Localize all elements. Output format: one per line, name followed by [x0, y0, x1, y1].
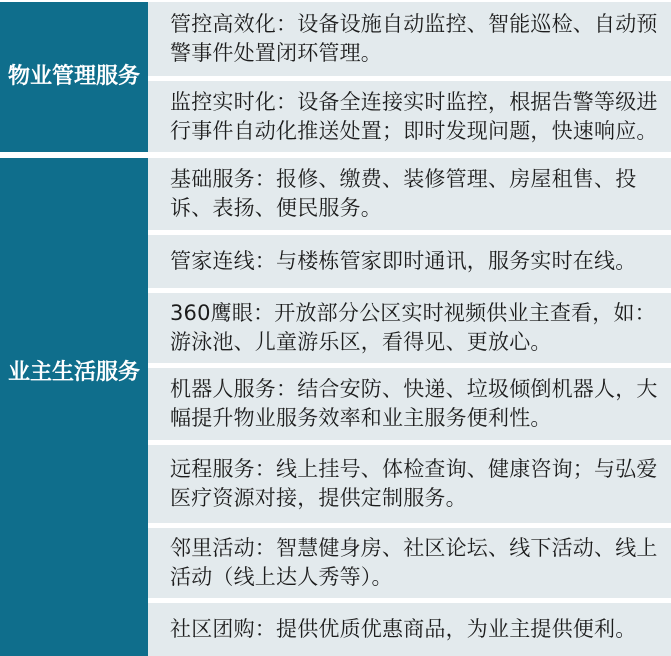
table-row: 远程服务：线上挂号、体检查询、健康咨询；与弘爱医疗资源对接，提供定制服务。 [148, 445, 671, 523]
table-row: 管控高效化：设备设施自动监控、智能巡检、自动预警事件处置闭环管理。 [148, 2, 671, 76]
table-row: 社区团购：提供优质优惠商品，为业主提供便利。 [148, 603, 671, 656]
section-rows [148, 2, 671, 152]
section-owner-life [0, 158, 671, 656]
table-row: 监控实时化：设备全连接实时监控，根据告警等级进行事件自动化推送处置；即时发现问题，快速响应。 [148, 81, 671, 152]
table-row: 机器人服务：结合安防、快递、垃圾倾倒机器人，大幅提升物业服务效率和业主服务便利性。 [148, 368, 671, 440]
section-rows [148, 158, 671, 656]
table-row: 基础服务：报修、缴费、装修管理、房屋租售、投诉、表扬、便民服务。 [148, 158, 671, 230]
section-property-management [0, 2, 671, 152]
section-header-property-management: 物业管理服务 [0, 2, 148, 152]
table-row: 管家连线：与楼栋管家即时通讯，服务实时在线。 [148, 235, 671, 288]
section-header-owner-life: 业主生活服务 [0, 158, 148, 656]
table-row: 邻里活动：智慧健身房、社区论坛、线下活动、线上活动（线上达人秀等）。 [148, 528, 671, 598]
table-row: 360鹰眼：开放部分公区实时视频供业主查看，如：游泳池、儿童游乐区，看得见、更放心。 [148, 293, 671, 363]
